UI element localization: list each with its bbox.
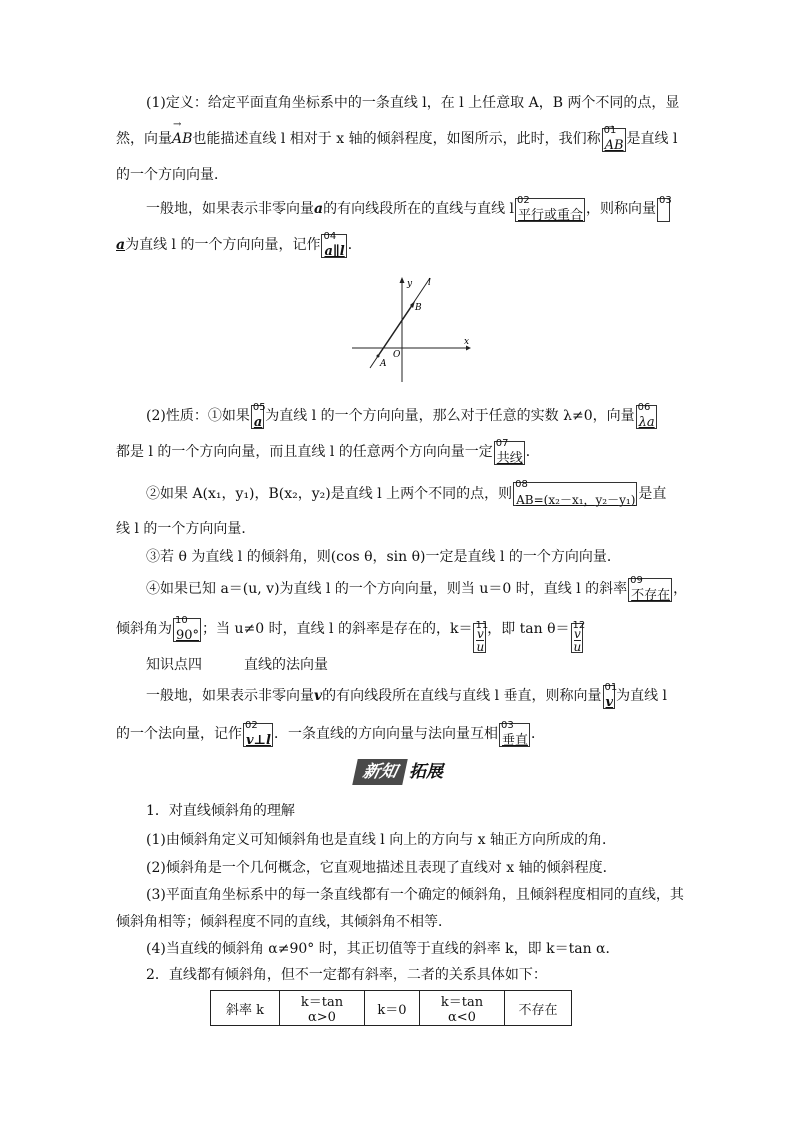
- box-number: 11: [475, 620, 489, 631]
- table-cell: k＝tan α<0: [420, 991, 505, 1026]
- box-answer: a∥l: [324, 244, 345, 259]
- text: 也能描述直线 l 相对于 x 轴的倾斜程度，如图所示，此时，我们称: [192, 131, 601, 147]
- property-line-5: ③若 θ 为直线 l 的倾斜角，则(cos θ，sin θ)一定是直线 l 的一个方向向量．: [146, 549, 621, 565]
- box-number: 12: [572, 620, 586, 631]
- table-cell: k＝tan α>0: [280, 991, 365, 1026]
- text: 为直线 l: [616, 688, 668, 704]
- box-number: 04: [323, 231, 337, 242]
- table-cell: 斜率 k: [211, 991, 280, 1026]
- property-line-6: [146, 575, 688, 603]
- box-number: 07: [495, 438, 509, 449]
- text: ，则称向量: [586, 201, 657, 217]
- box-number: 02: [245, 720, 258, 731]
- expand-item-3b: 倾斜角相等；倾斜程度不同的直线，其倾斜角不相等．: [116, 914, 452, 930]
- box-answer: AB=(x₂－x₁，y₂－y₁): [516, 493, 636, 507]
- text: 倾斜角为: [116, 621, 172, 637]
- expand-heading-1: 1．对直线倾斜角的理解: [146, 803, 295, 819]
- answer-box-09: [628, 575, 672, 603]
- denominator: u: [476, 640, 485, 654]
- direction-vector-line-1: [146, 195, 672, 223]
- text: (2)性质：①如果: [146, 408, 250, 424]
- text: 然，向量: [116, 131, 172, 147]
- answer-box-01: [602, 125, 626, 153]
- point-a-label: A: [380, 359, 387, 369]
- property-line-2: [116, 438, 540, 466]
- direction-vector-line-2: [116, 231, 362, 259]
- text: 是直线 l: [626, 131, 678, 147]
- knowledge-label: 知识点四: [146, 657, 202, 673]
- answer-box-03b: [499, 720, 530, 748]
- box-number: 03: [500, 720, 514, 731]
- table-row: [211, 991, 572, 1026]
- answer-box-04: [321, 231, 346, 259]
- vector-a: a: [314, 201, 324, 217]
- box-number: 01: [604, 682, 618, 693]
- box-answer: v⊥l: [246, 733, 271, 748]
- box-answer: 垂直: [501, 733, 528, 748]
- text: ．一条直线的方向向量与法向量互相: [273, 726, 498, 742]
- answer-box-02: [515, 195, 585, 223]
- text: ．: [525, 444, 540, 460]
- answer-box-06: [636, 402, 657, 430]
- text: 的有向线段所在的直线与直线 l: [323, 201, 515, 217]
- property-line-3: [146, 479, 667, 507]
- box-number: 03: [659, 195, 672, 206]
- text: ②如果 A(x₁，y₁)，B(x₂，y₂)是直线 l 上两个不同的点，则: [146, 486, 513, 502]
- text: 为直线 l 的一个方向向量，记作: [125, 237, 321, 253]
- box-number: 01: [603, 125, 617, 136]
- box-answer: 90°: [176, 628, 200, 643]
- box-number: 05: [252, 402, 266, 413]
- text: 一般地，如果表示非零向量: [146, 688, 314, 704]
- property-line-7: [116, 615, 586, 654]
- answer-box-01b: [603, 682, 618, 710]
- box-answer: a: [253, 415, 263, 430]
- answer-box-12: [571, 620, 586, 654]
- answer-box-03: [657, 195, 672, 222]
- expand-item-2: (2)倾斜角是一个几何概念，它直观地描述且表现了直线对 x 轴的倾斜程度．: [146, 860, 617, 876]
- box-answer: 平行或重合: [518, 208, 584, 223]
- text: 为直线 l 的一个方向向量，那么对于任意的实数 λ≠0，向量: [265, 408, 635, 424]
- answer-box-02b: [243, 720, 273, 748]
- answer-box-07: [494, 438, 525, 466]
- box-answer: 共线: [496, 451, 523, 466]
- text: 是直: [638, 486, 667, 502]
- text: ，即 tan θ＝: [487, 621, 570, 637]
- text: ；当 u≠0 时，直线 l 的斜率是存在的，k＝: [202, 621, 473, 637]
- knowledge-point-heading: [146, 654, 328, 674]
- box-number: 02: [517, 195, 530, 206]
- text: ④如果已知 a＝(u, v)为直线 l 的一个方向向量，则当 u＝0 时，直线 l 的斜率: [146, 581, 628, 597]
- text: 的一个法向量，记作: [116, 726, 242, 742]
- normal-vector-line-1: [146, 682, 668, 710]
- y-axis-arrow-icon: [400, 277, 405, 283]
- box-answer: λa: [638, 415, 655, 430]
- text: ．: [347, 237, 362, 253]
- property-line-4: 线 l 的一个方向向量．: [116, 521, 256, 537]
- point-a-dot: [377, 355, 380, 358]
- definition-line-3: 的一个方向向量．: [116, 167, 228, 183]
- text: 一般地，如果表示非零向量: [146, 201, 314, 217]
- answer-box-08: [513, 479, 637, 507]
- expand-heading-2: 2．直线都有倾斜角，但不一定都有斜率，二者的关系具体如下：: [146, 967, 547, 983]
- expand-item-1: (1)由倾斜角定义可知倾斜角也是直线 l 向上的方向与 x 轴正方向所成的角．: [146, 832, 617, 848]
- vector-ab: → AB: [172, 131, 192, 147]
- box-answer: 不存在: [631, 588, 671, 603]
- x-label: x: [464, 337, 470, 347]
- answer-box-05: [251, 402, 266, 430]
- new-knowledge-banner: [355, 759, 443, 785]
- box-answer: v: [605, 695, 614, 710]
- text: ．: [531, 726, 545, 742]
- text: ，: [673, 581, 688, 597]
- y-label: y: [407, 279, 413, 289]
- definition-line-1: (1)定义：给定平面直角坐标系中的一条直线 l，在 l 上任意取 A，B 两个不同的点，显: [146, 95, 680, 111]
- box-number: 08: [515, 479, 528, 490]
- box-answer: → AB: [605, 129, 624, 157]
- vector-a: a: [116, 237, 126, 253]
- expand-item-4: (4)当直线的倾斜角 α≠90° 时，其正切值等于直线的斜率 k，即 k＝tan α．: [146, 941, 620, 957]
- numerator: v: [574, 627, 581, 641]
- vector-v: v: [314, 688, 323, 704]
- slope-relation-table: [210, 990, 572, 1026]
- text: 都是 l 的一个方向向量，而且直线 l 的任意两个方向向量一定: [116, 444, 493, 460]
- banner-dark: 新知: [352, 759, 408, 785]
- coordinate-figure: [348, 274, 473, 386]
- box-number: 06: [637, 402, 651, 413]
- denominator: u: [573, 640, 582, 654]
- answer-box-11: [473, 620, 489, 654]
- table-cell: k＝0: [365, 991, 420, 1026]
- numerator: v: [476, 627, 484, 641]
- box-number: 09: [630, 575, 643, 586]
- answer-box-10: [173, 615, 201, 643]
- expand-item-3a: (3)平面直角坐标系中的每一条直线都有一个确定的倾斜角，且倾斜程度相同的直线，其: [146, 887, 684, 903]
- knowledge-title: 直线的法向量: [244, 657, 328, 673]
- origin-label: O: [393, 350, 401, 360]
- line-label: l: [428, 278, 431, 288]
- normal-vector-line-2: [116, 720, 545, 748]
- box-number: 10: [175, 615, 188, 626]
- banner-light: 拓展: [409, 762, 443, 782]
- table-cell: 不存在: [505, 991, 572, 1026]
- definition-line-2: [116, 125, 678, 153]
- text: 的有向线段所在直线与直线 l 垂直，则称向量: [322, 688, 602, 704]
- point-b-label: B: [415, 303, 422, 313]
- property-line-1: [146, 402, 658, 430]
